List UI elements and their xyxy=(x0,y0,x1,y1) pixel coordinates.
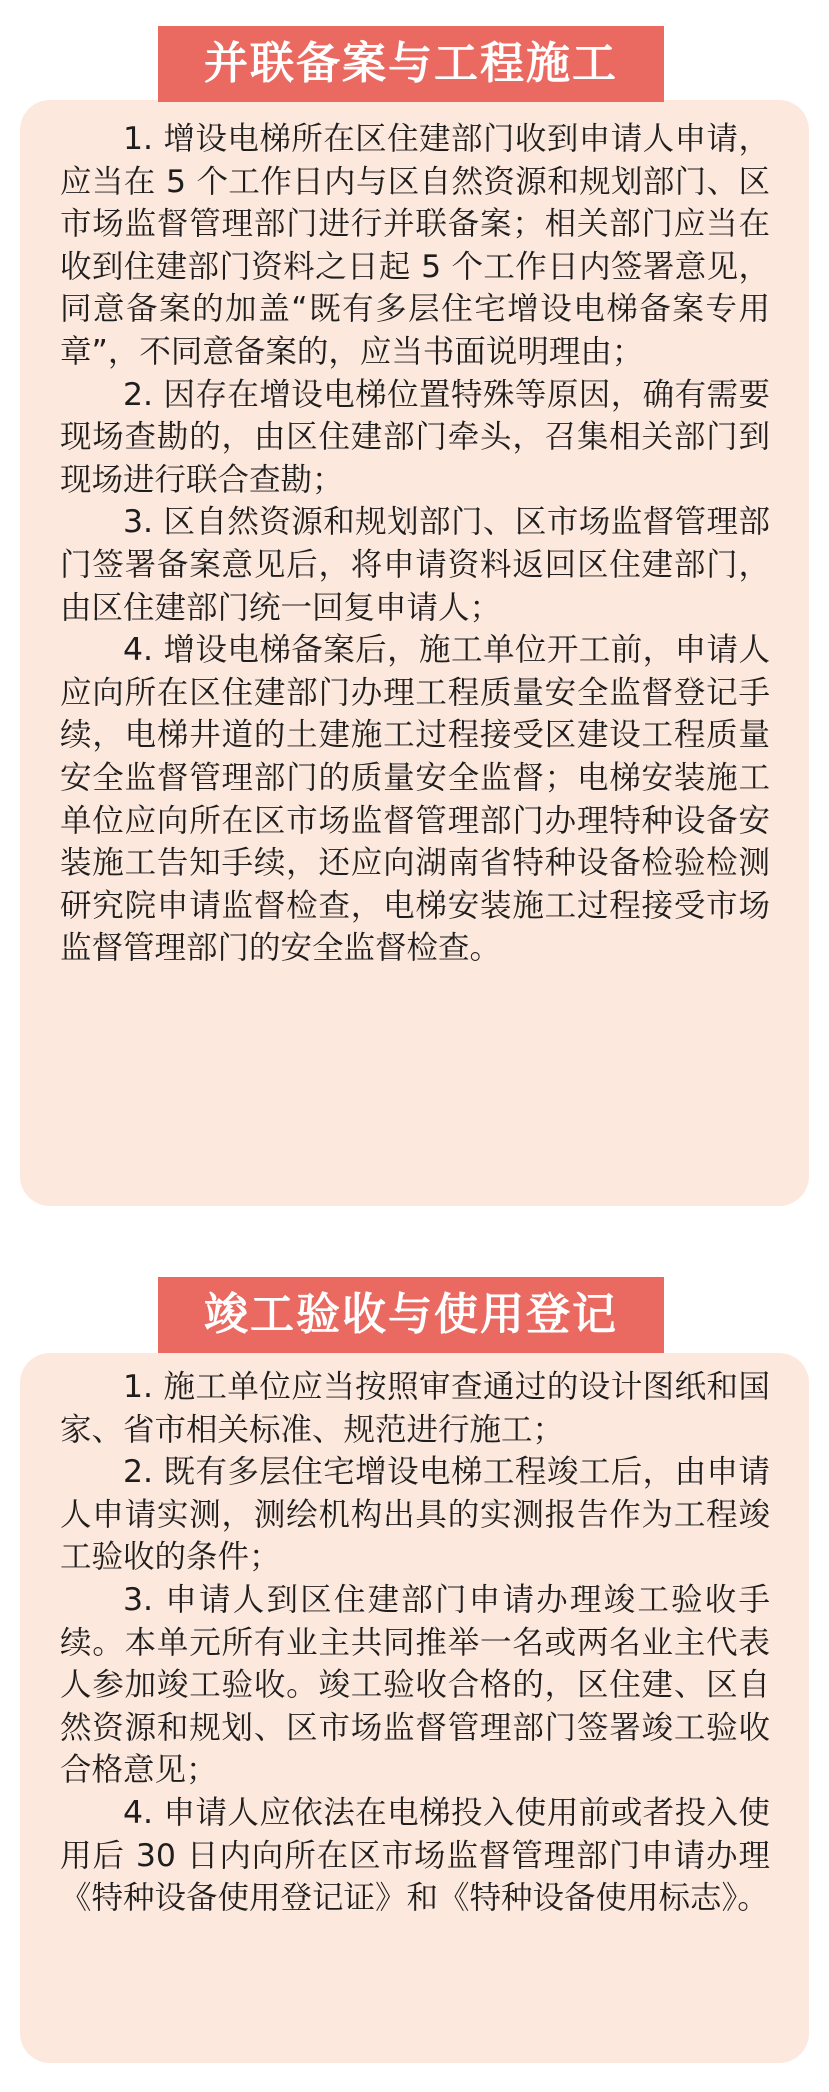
section-body xyxy=(60,118,770,970)
section-title: 并联备案与工程施工 xyxy=(204,38,618,89)
paragraph: 3. 区自然资源和规划部门、区市场监督管理部门签署备案意见后，将申请资料返回区住建部门，由区住建部门统一回复申请人； xyxy=(60,504,770,626)
section-title: 竣工验收与使用登记 xyxy=(204,1289,618,1340)
section-title-banner xyxy=(158,1277,664,1353)
paragraph: 3. 申请人到区住建部门申请办理竣工验收手续。本单元所有业主共同推举一名或两名业主代表人参加竣工验收。竣工验收合格的，区住建、区自然资源和规划、区市场监督管理部门签署竣工验收合格意见； xyxy=(60,1581,770,1789)
paragraph: 1. 施工单位应当按照审查通过的设计图纸和国家、省市相关标准、规范进行施工； xyxy=(60,1369,770,1448)
section-title-banner xyxy=(158,26,664,102)
section-body xyxy=(60,1366,770,1920)
paragraph: 4. 申请人应依法在电梯投入使用前或者投入使用后 30 日内向所在区市场监督管理部门申请办理《特种设备使用登记证》和《特种设备使用标志》。 xyxy=(60,1794,770,1917)
paragraph: 2. 既有多层住宅增设电梯工程竣工后，由申请人申请实测，测绘机构出具的实测报告作为工程竣工验收的条件； xyxy=(60,1454,770,1576)
paragraph: 2. 因存在增设电梯位置特殊等原因，确有需要现场查勘的，由区住建部门牵头，召集相关部门到现场进行联合查勘； xyxy=(60,376,770,498)
paragraph: 1. 增设电梯所在区住建部门收到申请人申请，应当在 5 个工作日内与区自然资源和规划部门、区市场监督管理部门进行并联备案；相关部门应当在收到住建部门资料之日起 5 个工作日内签署意见，同意备案的加盖“既有多层住宅增设电梯备案专用章”，不同意备案的，应当书面说明理由； xyxy=(60,121,770,370)
paragraph: 4. 增设电梯备案后，施工单位开工前，申请人应向所在区住建部门办理工程质量安全监督登记手续，电梯井道的土建施工过程接受区建设工程质量安全监督管理部门的质量安全监督；电梯安装施工单位应向所在区市场监督管理部门办理特种设备安装施工告知手续，还应向湖南省特种设备检验检测研究院申请监督检查，电梯安装施工过程接受市场监督管理部门的安全监督检查。 xyxy=(60,632,770,967)
